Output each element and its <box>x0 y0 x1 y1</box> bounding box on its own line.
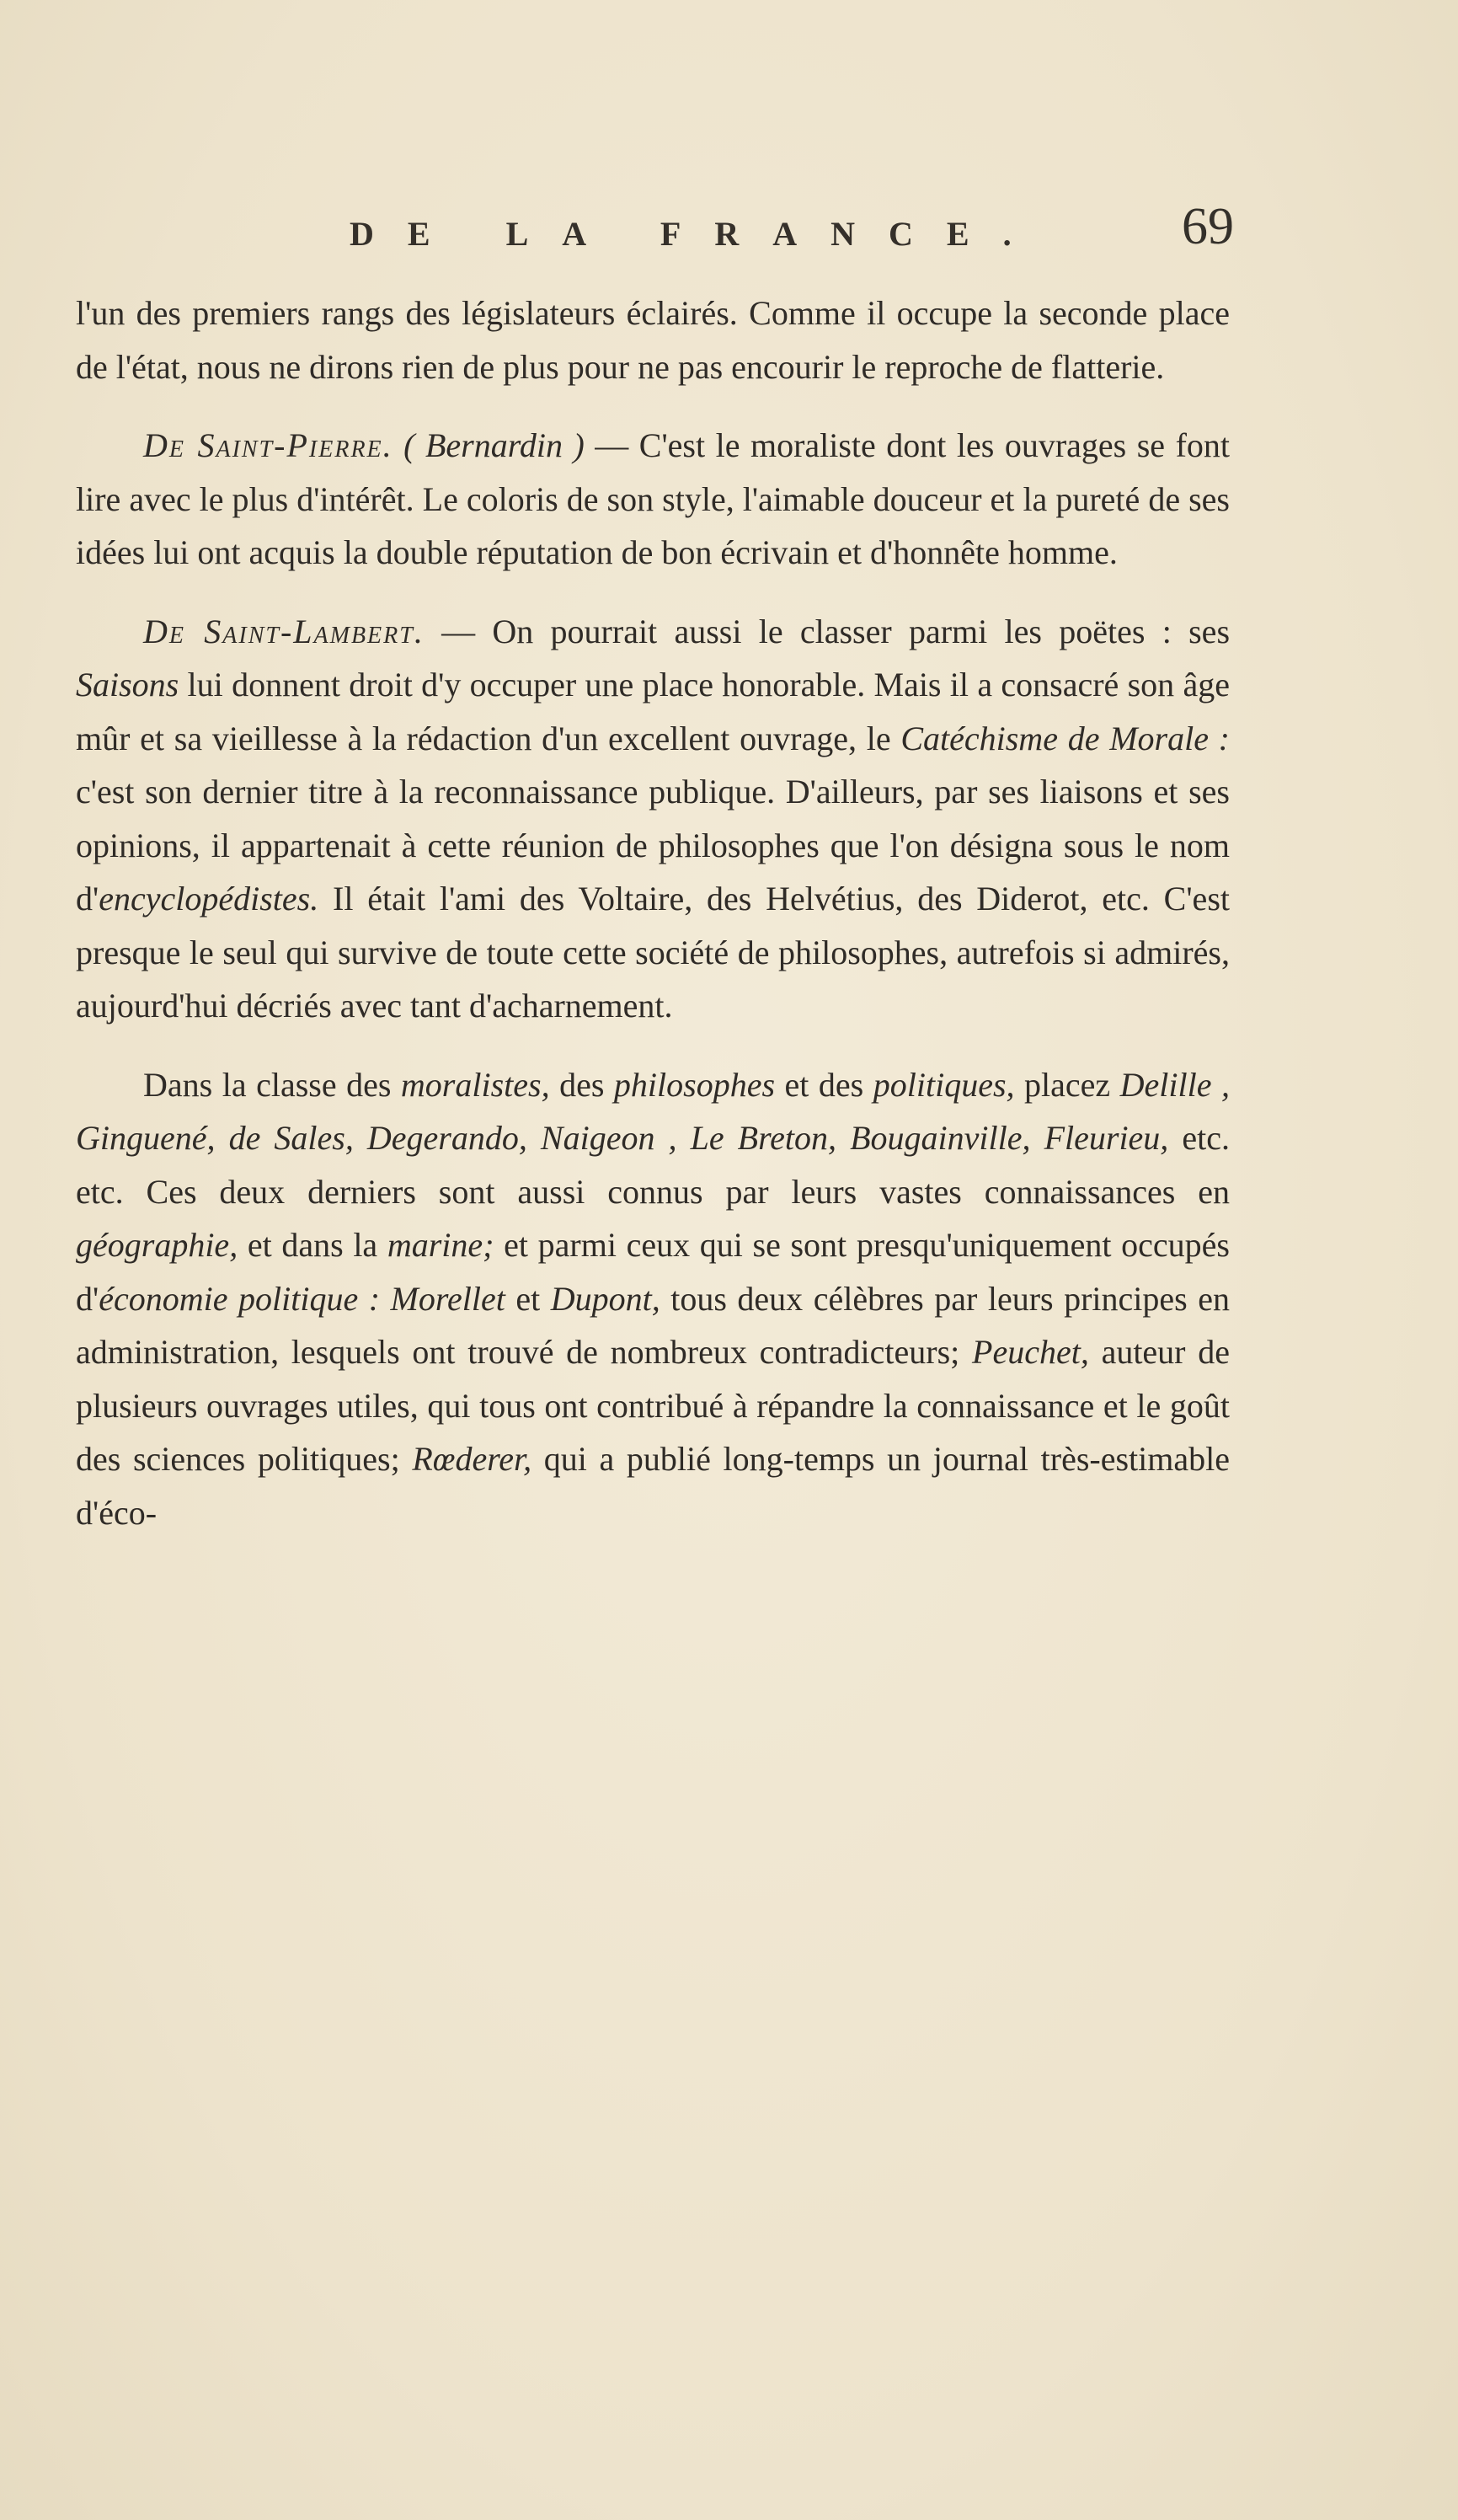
italic-term: géographie, <box>76 1226 238 1264</box>
italic-term: marine; <box>387 1226 494 1264</box>
page-header <box>0 198 1458 268</box>
italic-term: philosophes <box>613 1065 776 1104</box>
entry-name: De Saint-Lambert. <box>143 612 425 650</box>
paragraph-classes <box>76 1058 1230 1540</box>
paragraph-text: des <box>549 1065 614 1104</box>
italic-term: moralistes, <box>400 1065 550 1104</box>
entry-name: De Saint-Pierre. <box>143 426 393 464</box>
entry-text: Il était l'ami des Voltaire, des Helvétius, des Diderot, etc. C'est presque le seul qui survive de toute cette société de philosophes, autrefois si admirés, aujourd'hui décriés avec tant d'acharnement. <box>76 880 1230 1025</box>
entry-text: — On pourrait aussi le classer parmi les poëtes : ses <box>424 612 1231 650</box>
paragraph-continuation <box>76 286 1230 393</box>
italic-title: Catéchisme de Morale : <box>900 719 1231 757</box>
body-text <box>76 286 1230 1565</box>
entry-saint-pierre <box>76 419 1230 580</box>
italic-term: encyclopédistes. <box>99 880 319 918</box>
paragraph-text: Dans la classe des <box>143 1065 401 1104</box>
paragraph-text: tous deux célèbres par leurs principes en administration, lesquels ont trouvé de nombreux contradicteurs; <box>76 1279 1230 1371</box>
paragraph-text: et des <box>775 1065 873 1104</box>
entry-text: — C'est le moraliste dont les ouvrages se font lire avec le plus d'intérêt. Le coloris de son style, l'aimable douceur et la pureté de ses idées lui ont acquis la double réputation de bon écrivain et d'honnête homme. <box>76 426 1230 571</box>
paragraph-text: etc. etc. Ces deux derniers sont aussi connus par leurs vastes connaissances en <box>76 1119 1230 1211</box>
paragraph-text: l'un des premiers rangs des législateurs éclairés. Comme il occupe la seconde place de l'état, nous ne dirons rien de plus pour ne pas encourir le reproche de flatterie. <box>76 294 1230 386</box>
paragraph-text: qui a publié long-temps un journal très-estimable d'éco- <box>76 1440 1231 1532</box>
italic-title: Saisons <box>76 666 179 704</box>
italic-name: Dupont, <box>550 1279 660 1318</box>
entry-text: lui donnent droit d'y occuper une place honorable. Mais il a consacré son âge mûr et sa vieillesse à la rédaction d'un excellent ouvrage, le <box>76 666 1230 757</box>
running-title: DE LA FRANCE. <box>350 215 1045 253</box>
page-number: 69 <box>1182 198 1234 255</box>
entry-parenthetical: ( Bernardin ) <box>403 426 585 464</box>
entry-saint-lambert <box>76 605 1230 1033</box>
italic-term: économie politique : Morellet <box>99 1279 505 1318</box>
italic-term: politiques, <box>873 1065 1015 1104</box>
italic-name: Peuchet, <box>972 1333 1089 1371</box>
entry-text: c'est son dernier titre à la reconnaissance publique. D'ailleurs, par ses liaisons et ses opinions, il appartenait à cette réunion de philosophes que l'on désigna sous le nom d' <box>76 773 1230 918</box>
paragraph-text: et dans la <box>238 1226 387 1264</box>
italic-name: Rœderer, <box>412 1440 532 1478</box>
italic-names: Delille , Ginguené, de Sales, Degerando, Naigeon , Le Breton, Bougainville, Fleurieu, <box>76 1065 1231 1157</box>
paragraph-text: placez <box>1014 1065 1120 1104</box>
paragraph-text: et <box>505 1279 551 1318</box>
paragraph-text: auteur de plusieurs ouvrages utiles, qui tous ont contribué à répandre la connaissance et le goût des sciences politiques; <box>76 1333 1230 1478</box>
paragraph-text: et parmi ceux qui se sont presqu'uniquement occupés d' <box>76 1226 1230 1318</box>
